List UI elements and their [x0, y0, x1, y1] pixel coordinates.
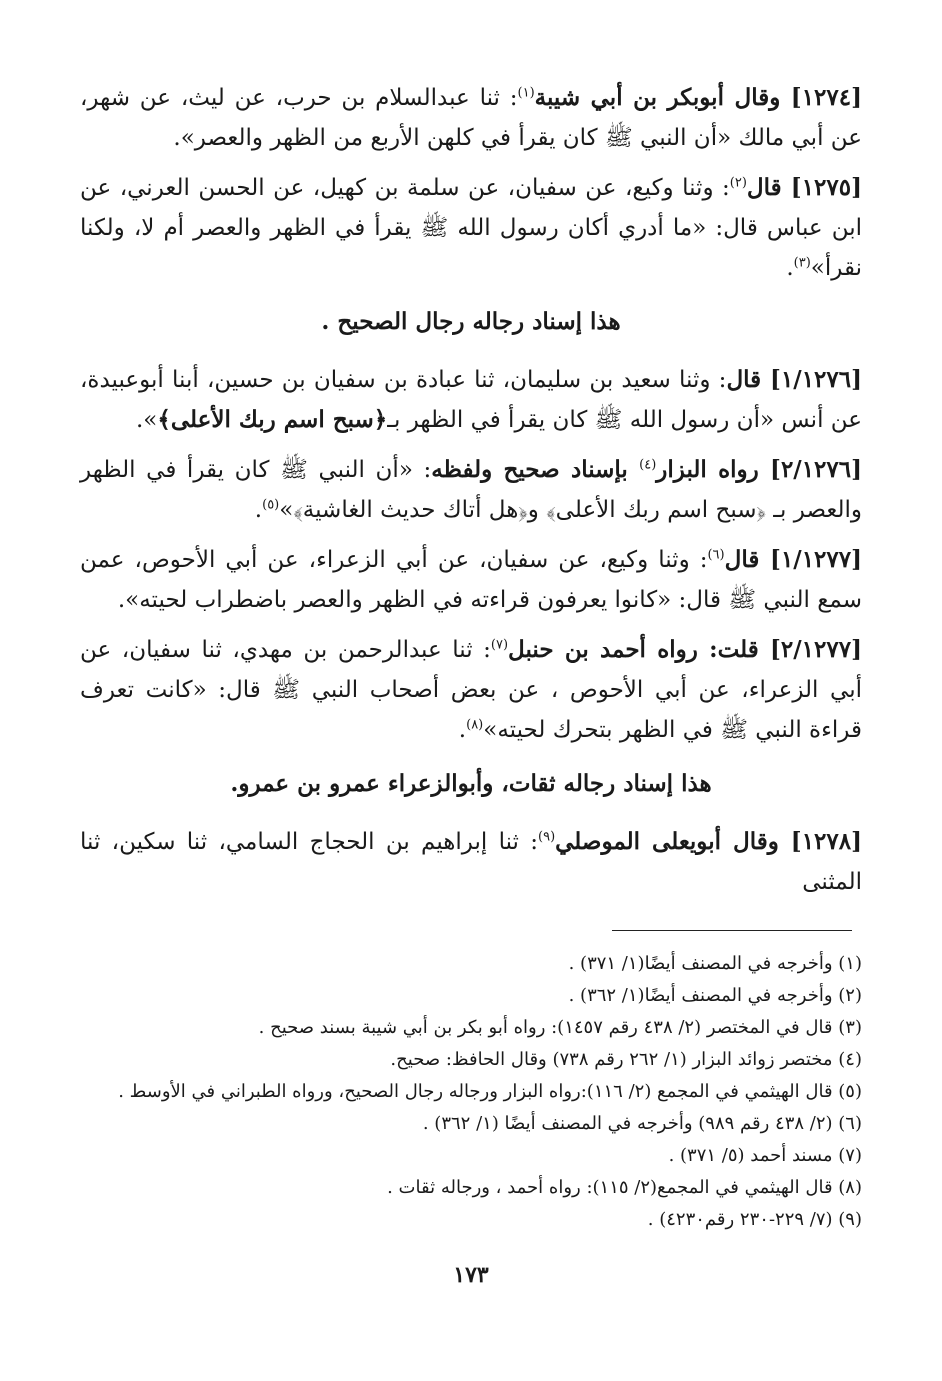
footnote-ref[interactable]: (٧) — [490, 637, 509, 653]
footnote-ref[interactable]: (٩) — [538, 829, 556, 845]
paragraph-1276-1 — [80, 360, 862, 440]
footnote-2: (٢) وأخرجه في المصنف أيضًا(١/ ٣٦٢) . — [568, 985, 862, 1006]
footnote-ref[interactable]: (٥) — [262, 497, 280, 513]
hadith-tail: ». — [135, 407, 158, 433]
footnotes — [100, 948, 862, 1236]
paragraph-1277-2 — [80, 630, 862, 750]
footnote-6: (٦) (٢/ ٤٣٨ رقم ٩٨٩) وأخرجه في المصنف أيضًا (١/ ٣٦٢) . — [422, 1113, 862, 1134]
paragraph-1276-2 — [80, 450, 862, 530]
footnote-ref[interactable]: (٨) — [466, 717, 484, 733]
hadith-text: : وثنا سعيد بن سليمان، ثنا عبادة بن سفيان بن حسين، أبنا أبوعبيدة، عن أنس «أن رسول الله ﷺ كان يقرأ في الظهر بـ — [80, 367, 862, 433]
hadith-number-lead: [١/١٢٧٧] قال — [724, 546, 862, 573]
hadith-number-lead: [١٢٧٤] وقال أبوبكر بن أبي شيبة — [534, 84, 863, 111]
main-text — [80, 78, 862, 912]
hadith-lead-cont: بإسناد صحيح ولفظه — [431, 456, 640, 483]
hadith-number-lead: [١٢٧٥] قال — [746, 174, 862, 201]
footnote-divider — [612, 930, 852, 931]
hadith-text: : ثنا عبدالرحمن بن مهدي، ثنا سفيان، عن أبي الزعراء، عن أبي الأحوص ، عن بعض أصحاب النبي ﷺ قال: «كانت تعرف قراءة النبي ﷺ في الظهر بتحرك لحيته» — [80, 637, 862, 743]
grading-note-2: هذا إسناد رجاله ثقات، وأبوالزعراء عمرو بن عمرو. — [230, 770, 712, 797]
paragraph-1277-1 — [80, 540, 862, 620]
footnote-ref[interactable]: (٣) — [793, 255, 811, 271]
hadith-number-lead: [٢/١٢٧٧] قلت: رواه أحمد بن حنبل — [508, 636, 862, 663]
grading-note-1: هذا إسناد رجاله رجال الصحيح . — [321, 308, 621, 335]
hadith-tail: . — [786, 255, 794, 281]
footnote-9: (٩) (٧/ ٢٢٩-٢٣٠ رقم٤٢٣٠) . — [647, 1209, 862, 1230]
hadith-tail: . — [458, 717, 467, 743]
paragraph-1278 — [80, 822, 862, 902]
footnote-1: (١) وأخرجه في المصنف أيضًا(١/ ٣٧١) . — [568, 953, 862, 974]
footnote-8: (٨) قال الهيثمي في المجمع(٢/ ١١٥): رواه أحمد ، ورجاله ثقات . — [387, 1177, 862, 1198]
hadith-number-lead: [١/١٢٧٦] قال — [726, 366, 862, 393]
paragraph-1275 — [80, 168, 862, 288]
page-number: ١٧٣ — [453, 1262, 489, 1288]
hadith-text: : ثنا إبراهيم بن الحجاج السامي، ثنا سكين، ثنا المثنى — [80, 829, 862, 895]
paragraph-1274 — [80, 78, 862, 158]
footnote-5: (٥) قال الهيثمي في المجمع (٢/ ١١٦):رواه البزار ورجاله رجال الصحيح، ورواه الطبراني في الأوسط . — [118, 1081, 862, 1102]
hadith-text: : وثنا وكيع، عن سفيان، عن أبي الزعراء، عن أبي الأحوص، عمن سمع النبي ﷺ قال: «كانوا يعرفون قراءته في الظهر والعصر باضطراب لحيته». — [80, 547, 862, 613]
quran-quote: ﴿سبح اسم ربك الأعلى﴾ — [157, 406, 388, 433]
hadith-tail: . — [254, 497, 263, 523]
footnote-4: (٤) مختصر زوائد البزار (١/ ٢٦٢ رقم ٧٣٨) وقال الحافظ: صحيح. — [390, 1049, 862, 1070]
footnote-7: (٧) مسند أحمد (٥/ ٣٧١) . — [668, 1145, 862, 1166]
hadith-number-lead: [١٢٧٨] وقال أبويعلى الموصلي — [555, 828, 862, 855]
footnote-ref[interactable]: (٦) — [707, 547, 725, 563]
footnote-ref[interactable]: (١) — [517, 85, 535, 101]
hadith-text: : وثنا وكيع، عن سفيان، عن سلمة بن كهيل، عن الحسن العرني، عن ابن عباس قال: «ما أدري أكان رسول الله ﷺ يقرأ في الظهر والعصر أم لا، ولكنا نقرأ» — [80, 175, 862, 281]
hadith-text: : «أن النبي ﷺ كان يقرأ في الظهر والعصر بـ ﴿سبح اسم ربك الأعلى﴾ و﴿هل أتاك حديث الغاشية﴾» — [80, 457, 862, 523]
footnote-ref[interactable]: (٢) — [729, 175, 747, 191]
footnote-3: (٣) قال في المختصر (٢/ ٤٣٨ رقم ١٤٥٧): رواه أبو بكر بن أبي شيبة بسند صحيح . — [258, 1017, 862, 1038]
hadith-text: : ثنا عبدالسلام بن حرب، عن ليث، عن شهر، عن أبي مالك «أن النبي ﷺ كان يقرأ في كلهن الأربع من الظهر والعصر». — [80, 85, 862, 151]
hadith-number-lead: [٢/١٢٧٦] رواه البزار — [656, 456, 863, 483]
footnote-ref[interactable]: (٤) — [639, 457, 657, 473]
